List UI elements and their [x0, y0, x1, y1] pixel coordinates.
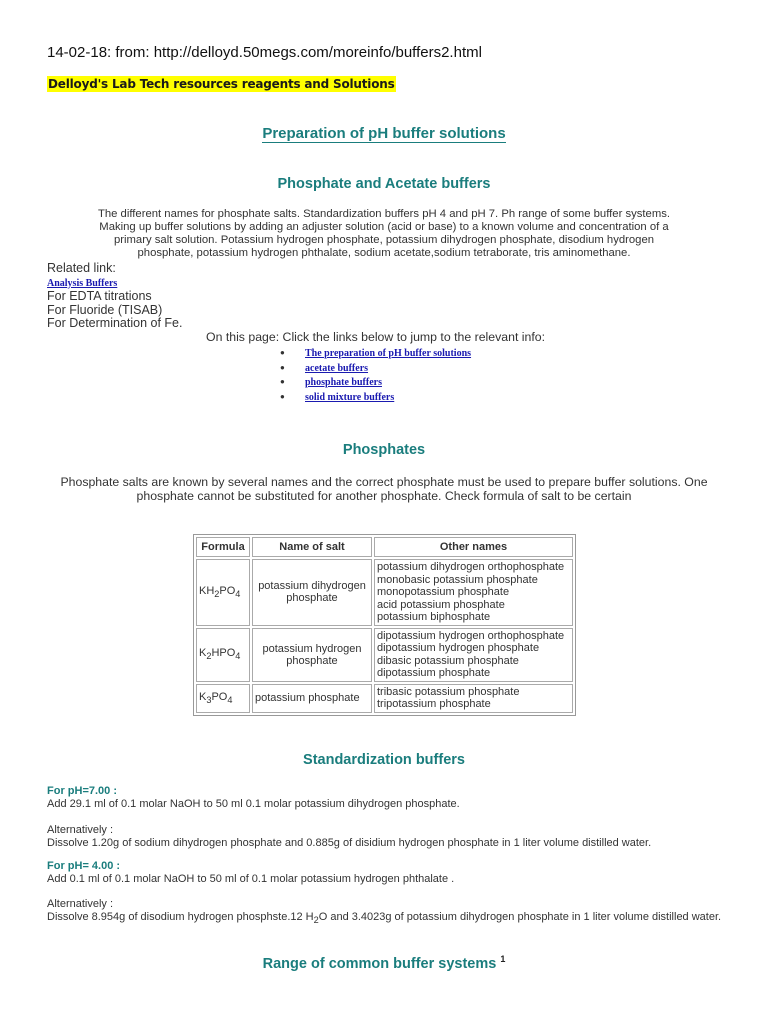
phosphate-salts-table: [193, 534, 576, 716]
toc-item: [280, 392, 471, 407]
related-item: For Fluoride (TISAB): [47, 302, 163, 317]
toc-item: [280, 377, 471, 392]
alt2-label: Alternatively :: [47, 898, 114, 910]
ph7-instruction: Add 29.1 ml of 0.1 molar NaOH to 50 ml 0.1 molar potassium dihydrogen phosphate.: [47, 798, 460, 810]
alt1-label: Alternatively :: [47, 824, 114, 836]
related-item: For Determination of Fe.: [47, 316, 183, 330]
formula-cell: $K_2HPO_4$: [196, 628, 250, 682]
other-names-cell: dipotassium hydrogen orthophosphate dipotassium hydrogen phosphate dibasic potassium phosphate dipotassium phosphate: [374, 628, 573, 682]
source-header: 14-02-18: from: http://delloyd.50megs.com/moreinfo/buffers2.html: [47, 44, 482, 61]
alt2-block: [47, 898, 737, 927]
ph7-label: For pH=7.00 :: [47, 785, 117, 797]
toc-item: [280, 363, 471, 378]
related-label: Related link:: [47, 261, 116, 275]
table-header-row: [196, 537, 573, 557]
salt-name-cell: potassium dihydrogen phosphate: [252, 559, 372, 626]
ph4-instruction: Add 0.1 ml of 0.1 molar NaOH to 50 ml of 0.1 molar potassium hydrogen phthalate .: [47, 873, 455, 885]
page-title-text: Preparation of pH buffer solutions: [262, 125, 506, 142]
related-item: For EDTA titrations: [47, 289, 152, 303]
phosphates-paragraph: Phosphate salts are known by several names and the correct phosphate must be used to prepare buffer solutions. One phosphate cannot be substituted for another phosphate. Check formula of salt to be certain: [60, 475, 708, 503]
toc-list: [280, 348, 471, 406]
related-links: [47, 262, 182, 331]
site-banner: Delloyd's Lab Tech resources reagents and Solutions: [48, 77, 395, 91]
analysis-buffers-link[interactable]: Analysis Buffers: [47, 277, 118, 289]
salt-name-cell: potassium hydrogen phosphate: [252, 628, 372, 682]
alt1-block: [47, 824, 737, 850]
section-heading-range: Range of common buffer systems $^1$: [262, 954, 506, 972]
section-heading-phosphate-acetate: Phosphate and Acetate buffers: [277, 176, 491, 192]
other-names-cell: potassium dihydrogen orthophosphate monobasic potassium phosphate monopotassium phosphate acid potassium phosphate potassium biphosphate: [374, 559, 573, 626]
toc-item: [280, 348, 471, 363]
ph4-block: [47, 860, 737, 886]
ph7-block: [47, 785, 737, 811]
section-heading-phosphates: Phosphates: [342, 442, 426, 458]
column-header: Name of salt: [252, 537, 372, 557]
alt1-instruction: Dissolve 1.20g of sodium dihydrogen phosphate and 0.885g of disidium hydrogen phosphate in 1 liter volume distilled water.: [47, 837, 652, 849]
salt-name-cell: potassium phosphate: [252, 684, 372, 713]
alt2-instruction: Dissolve 8.954g of disodium hydrogen phosphste.12 $H_2O$ and 3.4023g of potassium dihydrogen phosphate in 1 liter volume distilled water.: [47, 911, 722, 926]
table-row: [196, 628, 573, 682]
toc-link-solid-mixture[interactable]: solid mixture buffers: [305, 391, 395, 403]
intro-paragraph: The different names for phosphate salts. Standardization buffers pH 4 and pH 7. Ph range of some buffer systems. Making up buffer solutions by adding an adjuster solution (acid or base) to a known volume and concentration of a primary salt solution. Potassium hydrogen phosphate, potassium dihydrogen phosphate, disodium hydrogen phosphate, potassium hydrogen phthalate, sodium acetate,sodium tetraborate, tris aminomethane.: [97, 208, 671, 259]
toc-link-phosphate[interactable]: phosphate buffers: [305, 377, 382, 389]
column-header: Formula: [196, 537, 250, 557]
table-row: [196, 559, 573, 626]
ph4-label: For pH= 4.00 :: [47, 860, 121, 872]
formula-cell: $K_3PO_4$: [196, 684, 250, 713]
on-page-intro: On this page: Click the links below to jump to the relevant info:: [206, 330, 546, 344]
page-title: [0, 125, 768, 142]
column-header: Other names: [374, 537, 573, 557]
toc-link-acetate[interactable]: acetate buffers: [305, 362, 369, 374]
formula-cell: $KH_2PO_4$: [196, 559, 250, 626]
section-heading-standardization: Standardization buffers: [303, 752, 465, 768]
table-row: [196, 684, 573, 713]
footnote-marker: 1: [500, 954, 506, 964]
other-names-cell: tribasic potassium phosphate tripotassium phosphate: [374, 684, 573, 713]
toc-link-preparation[interactable]: The preparation of pH buffer solutions: [305, 348, 472, 359]
